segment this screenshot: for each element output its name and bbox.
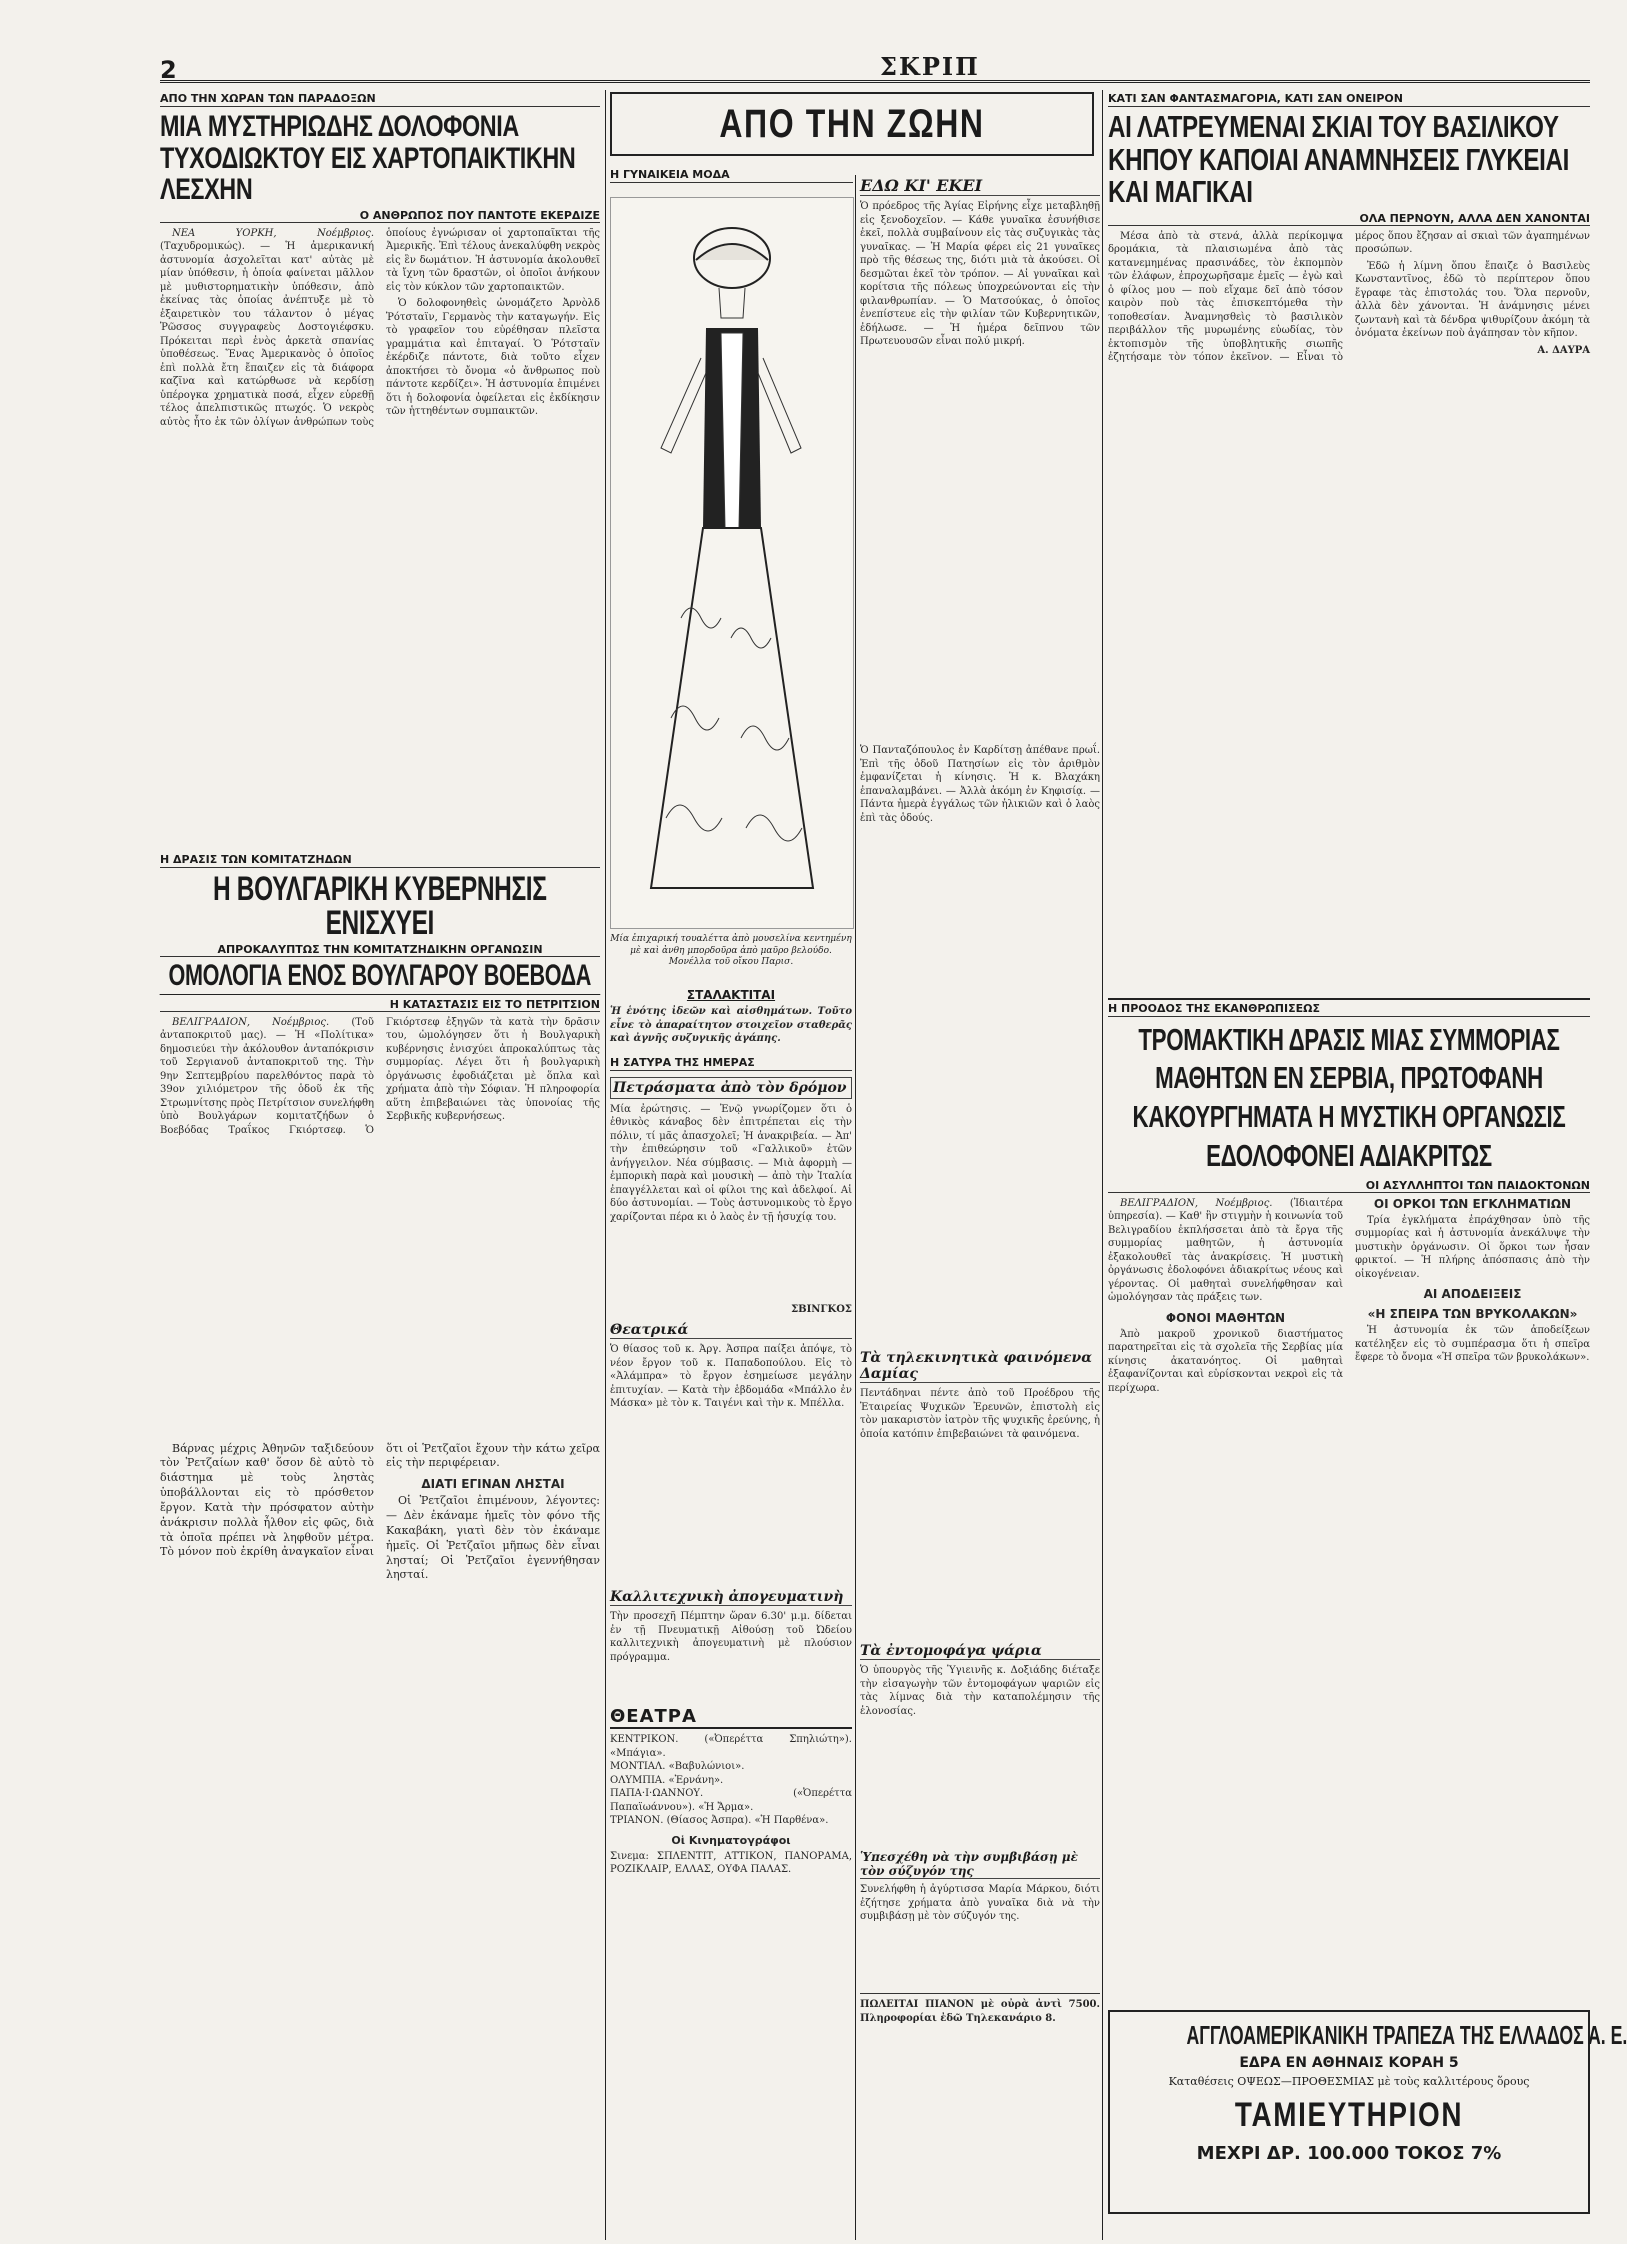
section-title: Τὰ τηλεκινητικὰ φαινόμενα Δαμίας <box>860 1350 1100 1383</box>
body-text: Τρία ἐγκλήματα ἐπράχθησαν ὑπὸ τῆς συμμορίας καὶ ἡ ἀστυνομία ἀνεκάλυψε τὴν μυστικὴν ὀργάνωσιν. Οἱ ὅρκοι των ἦσαν φρικτοί. — Ἡ πλήρης ἀπόσπασις ἀπὸ τὴν οἰκογένειαν. <box>1355 1214 1590 1280</box>
body-text: (Ταχυδρομικώς). — Ἡ ἀμερικανική ἀστυνομία ἀσχολεῖται κατ' αὐτὰς μὲ μίαν ὑπόθεσιν, ἡ ὁποία φαίνεται μᾶλλον μὲ μυθιστορηματικὴν ὑπόθεσιν, ἀπὸ ἐκείνας τὰς ὁποίας ἀνέπτυξε μὲ τὸ ἐξαιρετικὸν του τάλαντον ὁ μέγας Ῥῶσσος συγγραφεὺς Δοστογιέφσκυ. Πρόκειται περὶ ἑνὸς ἀρκετὰ σπανίας ὑποθέσεως. Ἕνας Ἀμερικανὸς ὁ ὁποῖος ἐπὶ πολλὰ ἔτη ἔπαιζεν εἰς τὰ διάφορα καζῖνα καὶ κατώρθωσε νὰ κερδίσῃ ὑπέρογκα χρηματικὰ ποσά, εἶχεν εὑρεθῇ τέλος ἀπελπιστικῶς πτωχός. Ὁ νεκρὸς αὐτὸς ἦτο ἐκ τῶν ὀλίγων ἀνθρώπων τοὺς ὁποίους ἐγνώρισαν οἱ χαρτοπαῖκται τῆς Ἀμερικῆς. Ἐπὶ τέλους ἀνεκαλύφθη νεκρὸς εἰς ἓν δωμάτιον. Ἡ ἀστυνομία ἀκολουθεῖ τὰ ἴχνη τῶν δραστῶν, οἱ ὁποῖοι ἀνήκουν εἰς τὸν κύκλον τῶν χαρτοπαικτῶν. <box>160 227 600 428</box>
article-kicker: ΑΠΟ ΤΗΝ ΧΩΡΑΝ ΤΩΝ ΠΑΡΑΔΟΞΩΝ <box>160 92 600 107</box>
column-center-right <box>860 170 1100 2230</box>
column-right <box>1108 92 1627 2232</box>
byline: ΣΒΙΝΓΚΟΣ <box>791 1303 852 1315</box>
article-kicker: ΚΑΤΙ ΣΑΝ ΦΑΝΤΑΣΜΑΓΟΡΙΑ, ΚΑΤΙ ΣΑΝ ΟΝΕΙΡΟΝ <box>1108 92 1590 107</box>
article-body: Ὁ Πανταζόπουλος ἐν Καρδίτσῃ ἀπέθανε πρωΐ. Ἐπὶ τῆς ὁδοῦ Πατησίων εἰς τὸν ἀριθμὸν ἐμφανίζεται ἡ κίνησις. Ἡ κ. Βλαχάκη ἐπαναλαμβάνει. — Ἀλλὰ ἀκόμη ἐν Κηφισίᾳ. — Πάντα ἡμερὰ ἐγγάλως τῶν ἡλικιῶν καὶ ὁ λαὸς ἐπὶ τὰς ὁδούς. <box>860 745 1100 824</box>
article-body: Τὴν προσεχῆ Πέμπτην ὥραν 6.30' μ.μ. δίδεται ἐν τῇ Πνευματικῇ Αἰθούσῃ τοῦ Ὠδείου καλλιτεχνικὴ ἀπογευματινὴ μὲ πλούσιον πρόγραμμα. <box>610 1611 852 1663</box>
quote-text: Ἡ ἑνότης ἰδεῶν καὶ αἰσθημάτων. Τοῦτο εἶνε τὸ ἀπαραίτητον στοιχεῖον σταθερᾶς καὶ ἀγνῆς συζυγικῆς ἀγάπης. <box>610 1006 852 1044</box>
page-number: 2 <box>160 56 177 84</box>
section-title: ΑΠΟ ΤΗΝ ΖΩΗΝ <box>719 102 985 146</box>
ad-interest-rate: ΜΕΧΡΙ ΔΡ. 100.000 ΤΟΚΟΣ 7% <box>1196 2143 1502 2164</box>
list-item: Σινεμα: ΣΠΛΕΝΤΙΤ, ΑΤΤΙΚΟΝ, ΠΑΝΟΡΑΜΑ, ΡΟΖΙΚΛΑΙΡ, ΕΛΛΑΣ, ΟΥΦΑ ΠΑΛΑΣ. <box>610 1850 852 1875</box>
body-text: Μέσα ἀπὸ τὰ στενά, ἀλλὰ περίκομψα δρομάκια, τὰ πλαισιωμένα ἀπὸ τὰς κατανεμημένας πρασινάδες, τὸν ἐκπομπὸν τῶν ἐλάφων, ἐπροχωρῆσαμε ἐμεῖς — ἐγὼ καὶ ὁ φίλος μου — ποὺ εἴχαμε δεῖ ἀπὸ τόσον καιρὸν ποὺ τὰς ἐπισκεπτόμεθα τὴν τοποθεσίαν. Ἀναμνησθεὶς τὸ βασιλικὸν περιβάλλον τῆς μυρωμένης εὐωδίας, τὸν ἐκτοπισμὸν τῆς ὑποβλητικῆς σιωπῆς ἐζητήσαμε τὸν τόπον ἐκεῖνον. — Εἶναι τὸ μέρος ὅπου ἔζησαν αἱ σκιαὶ τῶν ἀγαπημένων προσώπων. <box>1108 230 1590 364</box>
section-kicker: Η ΠΡΟΟΔΟΣ ΤΗΣ ΕΚΑΝΘΡΩΠΙΣΕΩΣ <box>1108 998 1590 1017</box>
paper-name: ΣΚΡΙΠ <box>880 52 980 81</box>
list-item: ΟΛΥΜΠΙΑ. «Ἐρνάνη». <box>610 1774 724 1786</box>
column-divider <box>605 90 606 2240</box>
byline: Α. ΔΑΥΡΑ <box>1537 344 1590 356</box>
article-subhead: ΟΙ ΟΡΚΟΙ ΤΩΝ ΕΓΚΛΗΜΑΤΙΩΝ <box>1373 1196 1572 1211</box>
article-body <box>160 227 600 847</box>
article-subhead: «Η ΣΠΕΙΡΑ ΤΩΝ ΒΡΥΚΟΛΑΚΩΝ» <box>1367 1307 1578 1322</box>
article-subhead: ΑΙ ΑΠΟΔΕΙΞΕΙΣ <box>1423 1287 1522 1302</box>
fashion-illustration <box>610 197 854 929</box>
stalaktitai-box <box>610 982 852 1877</box>
article-body: Ὁ ὑπουργὸς τῆς Ὑγιεινῆς κ. Δοξιάδης διέταξε τὴν εἰσαγωγὴν τῶν ἐντομοφάγων ψαριῶν εἰς τὰς λίμνας διὰ τὴν καταπολέμησιν τῆς ἑλονοσίας. <box>860 1665 1100 1717</box>
illustration-caption: Μία ἐπιχαρική τουαλέττα ἀπὸ μουσελίνα κεντημένη μὲ καὶ ἀνθη μπορδοῦρα ἀπὸ μαῦρο βελούδο. Μονέλλα τοῦ οἴκου Παρισ. <box>610 934 852 968</box>
article-body: Πεντάδηναι πέντε ἀπὸ τοῦ Προέδρου τῆς Ἑταιρείας Ψυχικῶν Ἐρευνῶν, ἐπιστολὴ εἰς τὸν μακαριστὸν ἰατρὸν τῆς ψυχικῆς ἐρεύνης, ἡ ὁποία κατόπιν ἐπιβεβαιώνει τὰ φαινόμενα. <box>860 1388 1100 1440</box>
article-headline: ΜΙΑ ΜΥΣΤΗΡΙΩΔΗΣ ΔΟΛΟΦΟΝΙΑ ΤΥΧΟΔΙΩΚΤΟΥ ΕΙΣ ΧΑΡΤΟΠΑΙΚΤΙΚΗΝ ΛΕΣΧΗΝ <box>160 110 576 206</box>
body-text: Ὁ δολοφονηθεὶς ὠνομάζετο Ἀρνὸλδ Ῥότσταϊν, Γερμανὸς τὴν καταγωγήν. Εἰς τὸ γραφεῖον του εὑρέθησαν πλεῖστα γραμμάτια καὶ ἐπιταγαί. Ὁ Ῥότσταϊν ἐκέρδιζε πάντοτε, διὰ τοῦτο εἶχεν ἀποκτήσει τὸ ὄνομα «ὁ ἄνθρωπος ποὺ πάντοτε κερδίζει». Ἡ ἀστυνομία ἐπιμένει ὅτι ἡ δολοφονία ὀφείλεται εἰς ἐκδίκησιν τῶν ἡττηθέντων συμπαικτῶν. <box>386 298 600 417</box>
article-body <box>1108 230 1590 990</box>
section-title: ΘΕΑΤΡΑ <box>610 1706 852 1729</box>
bank-advertisement <box>1108 2010 1627 2214</box>
article-body <box>1108 1197 1590 1877</box>
body-text: Ἀπὸ μακροῦ χρονικοῦ διαστήματος παρατηρεῖται εἰς τὰ σχολεῖα τῆς Σερβίας μία κίνησις ἀκατανόητος. Οἱ μαθηταὶ ἐξαφανίζονται καὶ εὑρίσκονται νεκροὶ εἰς τὰ περίχωρα. <box>1108 1328 1343 1394</box>
column-divider <box>1102 90 1103 2240</box>
body-text: (Τοῦ ἀνταποκριτοῦ μας). — Ἡ «Πολίτικα» δημοσιεύει τὴν ἀκόλουθον ἀνταπόκρισιν τοῦ Σεργιανοῦ ἀνταποκριτοῦ της. Τὴν 9ην Σεπτεμβρίου παρελθόντος παρὰ τὸ 39ον χιλιόμετρον τῆς ὁδοῦ ἐκ τῆς Στρωμνίτσης πρὸς Πετρίτσιον συνελήφθη ὑπὸ Βουλγάρων κομιτατζήδων ὁ Βοεβόδας Τραΐκος Γκιόρτσεφ. Ὁ Γκιόρτσεφ ἐξηγῶν τὰ κατὰ τὴν δρᾶσιν του, ὡμολόγησεν ὅτι ἡ Βουλγαρικὴ κυβέρνησις ἐνισχύει ἀπροκαλύπτως τὰς συμμορίας. Λέγει ὅτι ἡ βουλγαρικὴ ὀργάνωσις ἐφοδιάζεται μὲ ὅπλα καὶ χρήματα ἀπὸ τὴν Σόφιαν. Ἡ πληροφορία αὕτη ἐπιβεβαιώνει τὰς ὑπονοίας τῆς Σερβικῆς κυβερνήσεως. <box>160 1016 600 1136</box>
article-body <box>160 1442 600 1962</box>
body-text: (Ἰδιαιτέρα ὑπηρεσία). — Καθ' ἣν στιγμὴν ἡ κοινωνία τοῦ Βελιγραδίου ἐκπλήσσεται ἀπὸ τὰ ἔργα τῆς συμμορίας μαθητῶν, ἡ ἀστυνομία ἐξακολουθεῖ τὰς ἀνακρίσεις. Ἡ μυστικὴ ὀργάνωσις ἐδολοφόνει ἀδιακρίτως νέους καὶ γέροντας. Οἱ μαθηταὶ συνελήφθησαν καὶ ὡμολόγησαν τὰς πράξεις των. <box>1108 1197 1343 1304</box>
body-text: Ἐδῶ ἡ λίμνη ὅπου ἔπαιζε ὁ Βασιλεὺς Κωνσταντῖνος, ἐδῶ τὸ περίπτερον ὅπου ἔγραφε τὰς ἐπιστολάς του. Ὅλα περνοῦν, ἀλλὰ δὲν χάνονται. Ἡ ἀνάμνησις μένει ζωντανὴ καὶ τὰ δένδρα ψιθυρίζουν ἀκόμη τὰ ὀνόματα ἐκείνων ποὺ ἀγάπησαν τὸν κῆπον. <box>1355 260 1590 340</box>
body-text: Οἱ Ῥετζαῖοι ἐπιμένουν, λέγοντες: — Δὲν ἐκάναμε ἡμεῖς τὸν φόνο τῆς Κακαβάκη, γιατὶ δὲν τὸν ἐκάναμε ἡμεῖς. Οἱ Ῥετζαῖοι μῆπως δὲν εἶναι λησταί; Οἱ Ῥετζαῖοι ἐγεννήθησαν λησταί. <box>386 1494 600 1582</box>
dateline: ΝΕΑ ΥΟΡΚΗ, Νοέμβριος. <box>172 227 374 239</box>
body-text: Βάρνας μέχρις Ἀθηνῶν ταξιδεύουν τὸν Ῥετζαίων καθ' ὅσον δὲ αὐτὸ τὸ διάστημα μὲ τοὺς ληστὰς ὑποβάλλονται εἰς τὸ πρόσθετον ἔργον. Κατὰ τὴν πρόσφατον αὐτὴν ἀνάκρισιν πολλὰ ἦλθον εἰς φῶς, διὰ τὰ ὁποῖα πρέπει νὰ ληφθοῦν μέτρα. Τὸ μόνον ποὺ ἐκρίθη ἀναγκαῖον εἶναι ὅτι οἱ Ῥετζαῖοι ἔχουν τὴν κάτω χεῖρα εἰς τὴν περιφέρειαν. <box>160 1441 600 1559</box>
article-subhead: ΟΛΑ ΠΕΡΝΟΥΝ, ΑΛΛΑ ΔΕΝ ΧΑΝΟΝΤΑΙ <box>1108 212 1590 226</box>
section-title: ΕΔΩ ΚΙ' ΕΚΕΙ <box>860 176 1100 196</box>
section-kicker: Η ΔΡΑΣΙΣ ΤΩΝ ΚΟΜΙΤΑΤΖΗΔΩΝ <box>160 853 600 868</box>
body-text: Ἡ ἀστυνομία ἐκ τῶν ἀποδείξεων κατέληξεν εἰς τὸ συμπέρασμα ὅτι ἡ σπεῖρα ἔφερε τὸ ὄνομα «Ἡ σπεῖρα τῶν βρυκολάκων». <box>1355 1325 1590 1364</box>
ad-terms: Καταθέσεις ΟΨΕΩΣ—ΠΡΟΘΕΣΜΙΑΣ μὲ τοὺς καλλιτέρους ὅρους <box>1168 2075 1530 2088</box>
section-title: Τὰ ἐντομοφάγα ψάρια <box>860 1643 1100 1660</box>
theatre-news-body: Ὁ θίασος τοῦ κ. Ἀργ. Ἀσπρα παίξει ἀπόψε, τὸ νέον ἔργον τοῦ κ. Παπαδοπούλου. Εἰς τὸ «Ἀλάμπρα» τὸ ἔργον ἐσημείωσε μεγάλην ἐπιτυχίαν. — Κατὰ τὴν ἑβδομάδα «Μπάλλο ἐν Μάσκα» μὲ τὸν κ. Ταιγένι καὶ τὴν κ. Μπέλλα. <box>610 1344 852 1409</box>
section-title: Θεατρικά <box>610 1322 852 1339</box>
dateline: ΒΕΛΙΓΡΑΔΙΟΝ, Νοέμβριος. <box>1120 1197 1273 1209</box>
theatre-list <box>610 1733 852 1877</box>
list-item: ΚΕΝΤΡΙΚΟΝ. («Ὀπερέττα Σπηλιώτη»). «Μπάγια». <box>610 1734 852 1759</box>
article-subhead: ΟΙ ΑΣΥΛΛΗΠΤΟΙ ΤΩΝ ΠΑΙΔΟΚΤΟΝΩΝ <box>1108 1179 1590 1193</box>
article-subhead: ΦΟΝΟΙ ΜΑΘΗΤΩΝ <box>1165 1310 1286 1325</box>
section-title: Πετράσματα ἀπὸ τὸν δρόμον <box>610 1077 852 1099</box>
section-banner <box>610 92 1094 156</box>
article-kicker: Η ΓΥΝΑΙΚΕΙΑ ΜΟΔΑ <box>610 168 853 183</box>
article-subhead: ΔΙΑΤΙ ΕΓΙΝΑΝ ΛΗΣΤΑΙ <box>421 1477 565 1492</box>
article-headline: ΟΜΟΛΟΓΙΑ ΕΝΟΣ ΒΟΥΛΓΑΡΟΥ ΒΟΕΒΟΔΑ <box>160 961 600 995</box>
list-item: ΠΑΠΑ·Ι·ΩΑΝΝΟΥ. («Ὀπερέττα Παπαϊωάννου»). «Ἡ Ἄρμα». <box>610 1788 852 1813</box>
section-title: ΣΤΑΛΑΚΤΙΤΑΙ <box>686 988 776 1002</box>
list-item: ΜΟΝΤΙΑΛ. «Βαβυλώνιοι». <box>610 1761 745 1772</box>
ad-address: ΕΔΡΑ ΕΝ ΑΘΗΝΑΙΣ ΚΟΡΑΗ 5 <box>1239 2055 1459 2071</box>
article-body: Ὁ πρόεδρος τῆς Ἀγίας Εἰρήνης εἶχε μεταβληθῇ εἰς ξενοδοχεῖον. — Κάθε γυναῖκα ἐσυνήθισε ἐκεῖ, πολλὰ συμβαίνουν εἰς τὰς συζυγικὰς τὰς γυναῖκας. — Ἡ Μαρία φέρει εἰς 21 γυναῖκες πρὸ τῆς θέσεως της, διότι μιὰ τὰ ἀκούσει. Οἱ δεσμῶται ἐκεῖ τὸν τρόπον. — Αἱ γυναῖκαι καὶ κορίτσια τῆς πόλεως ὑποχρεώνονται εἰς τὴν φιλανθρωπίαν. — Ὁ Ματσούκας, ὁ ὁποῖος ἐνεπίστευε εἰς τὴν φιλίαν τῶν Κυβερνητικῶν, ἐδήλωσε. — Ἡ ἡμέρα δεῖπνου τῶν Πρωτευουσῶν εἶναι πολύ μικρή. <box>860 201 1100 347</box>
section-title: Καλλιτεχνικὴ ἀπογευματινὴ <box>610 1589 852 1606</box>
masthead <box>160 52 1590 84</box>
article-headline: ΑΙ ΛΑΤΡΕΥΜΕΝΑΙ ΣΚΙΑΙ ΤΟΥ ΒΑΣΙΛΙΚΟΥ ΚΗΠΟΥ ΚΑΠΟΙΑΙ ΑΝΑΜΝΗΣΕΙΣ ΓΛΥΚΕΙΑΙ ΚΑΙ ΜΑΓΙΚΑΙ <box>1108 109 1569 210</box>
article-headline: ΤΡΟΜΑΚΤΙΚΗ ΔΡΑΣΙΣ ΜΙΑΣ ΣΥΜΜΟΡΙΑΣ ΜΑΘΗΤΩΝ ΕΝ ΣΕΡΒΙΑ, ΠΡΩΤΟΦΑΝΗ ΚΑΚΟΥΡΓΗΜΑΤΑ Η ΜΥΣΤΙΚΗ ΟΡΓΑΝΩΣΙΣ ΕΔΟΛΟΦΟΝΕΙ ΑΔΙΑΚΡΙΤΩΣ <box>1132 1021 1566 1173</box>
column-left <box>160 92 600 2232</box>
satire-body: Μία ἐρώτησις. — Ἐνῷ γνωρίζομεν ὅτι ὁ ἐθνικὸς κάναβος δὲν ἐπιτρέπεται εἰς τὴν πόλιν, τί μᾶς ἀπασχολεῖ; Ἡ ἀνακριβεία. — Ἀπ' τὴν ἐπιθεώρησιν τοῦ «Γαλλικοῦ» ἐτῶν ἀνήγγειλον. Νέα σύμβασις. — Μιὰ ἀφορμὴ — ἐμπορικὴ παρὰ καὶ μουσικὴ — ἀπὸ τὴν Ἰταλία ἐπαγγέλλεται καὶ οἱ φίλοι της καὶ ἀδελφοί. Αἱ δύο ἀστυνομίαι. — Τοὺς ἀστυνομικοὺς τὸ ἔργο χαρίζονται πέρα κι ὁ λαὸς ἐν τῇ ἡσυχίᾳ του. <box>610 1103 852 1223</box>
section-title: Ὑπεσχέθη νὰ τὴν συμβιβάσῃ μὲ τὸν σύζυγόν της <box>860 1850 1100 1879</box>
article-body <box>160 1016 600 1436</box>
column-divider <box>855 175 856 2240</box>
list-item: ΤΡΙΑΝΟΝ. (Θίασος Ἀσπρα). «Ἡ Παρθένα». <box>610 1815 829 1826</box>
article-body: Συνελήφθη ἡ ἀγύρτισσα Μαρία Μάρκου, διότι ἐζήτησε χρήματα ἀπὸ γυναῖκα διὰ νὰ τὴν συμβιβάσῃ μὲ τὸν σύζυγόν της. <box>860 1884 1100 1922</box>
article-subhead: Ο ΑΝΘΡΩΠΟΣ ΠΟΥ ΠΑΝΤΟΤΕ ΕΚΕΡΔΙΖΕ <box>160 209 600 223</box>
ad-headline: ΑΓΓΛΟΑΜΕΡΙΚΑΝΙΚΗ ΤΡΑΠΕΖΑ ΤΗΣ ΕΛΛΑΔΟΣ Α. Ε. <box>1186 2020 1627 2050</box>
article-headline: Η ΒΟΥΛΓΑΡΙΚΗ ΚΥΒΕΡΝΗΣΙΣ ΕΝΙΣΧΥΕΙ <box>213 869 547 942</box>
dateline: ΒΕΛΙΓΡΑΔΙΟΝ, Νοέμβριος. <box>172 1016 330 1028</box>
dress-figure-icon <box>611 198 853 928</box>
article-subhead: ΑΠΡΟΚΑΛΥΠΤΩΣ ΤΗΝ ΚΟΜΙΤΑΤΖΗΔΙΚΗΝ ΟΡΓΑΝΩΣΙΝ <box>160 943 600 957</box>
article-subhead: Η ΚΑΤΑΣΤΑΣΙΣ ΕΙΣ ΤΟ ΠΕΤΡΙΤΣΙΟΝ <box>160 998 600 1012</box>
classified-ad: ΠΩΛΕΙΤΑΙ ΠΙΑΝΟΝ μὲ οὐρὰ ἀντὶ 7500. Πληροφορίαι ἐδῶ Τηλεκανάριο 8. <box>860 1993 1100 2025</box>
section-kicker: Η ΣΑΤΥΡΑ ΤΗΣ ΗΜΕΡΑΣ <box>610 1056 852 1071</box>
ad-savings: ΤΑΜΙΕΥΤΗΡΙΟΝ <box>1234 2096 1464 2134</box>
section-title: Οἱ Κινηματογράφοι <box>671 1833 791 1847</box>
